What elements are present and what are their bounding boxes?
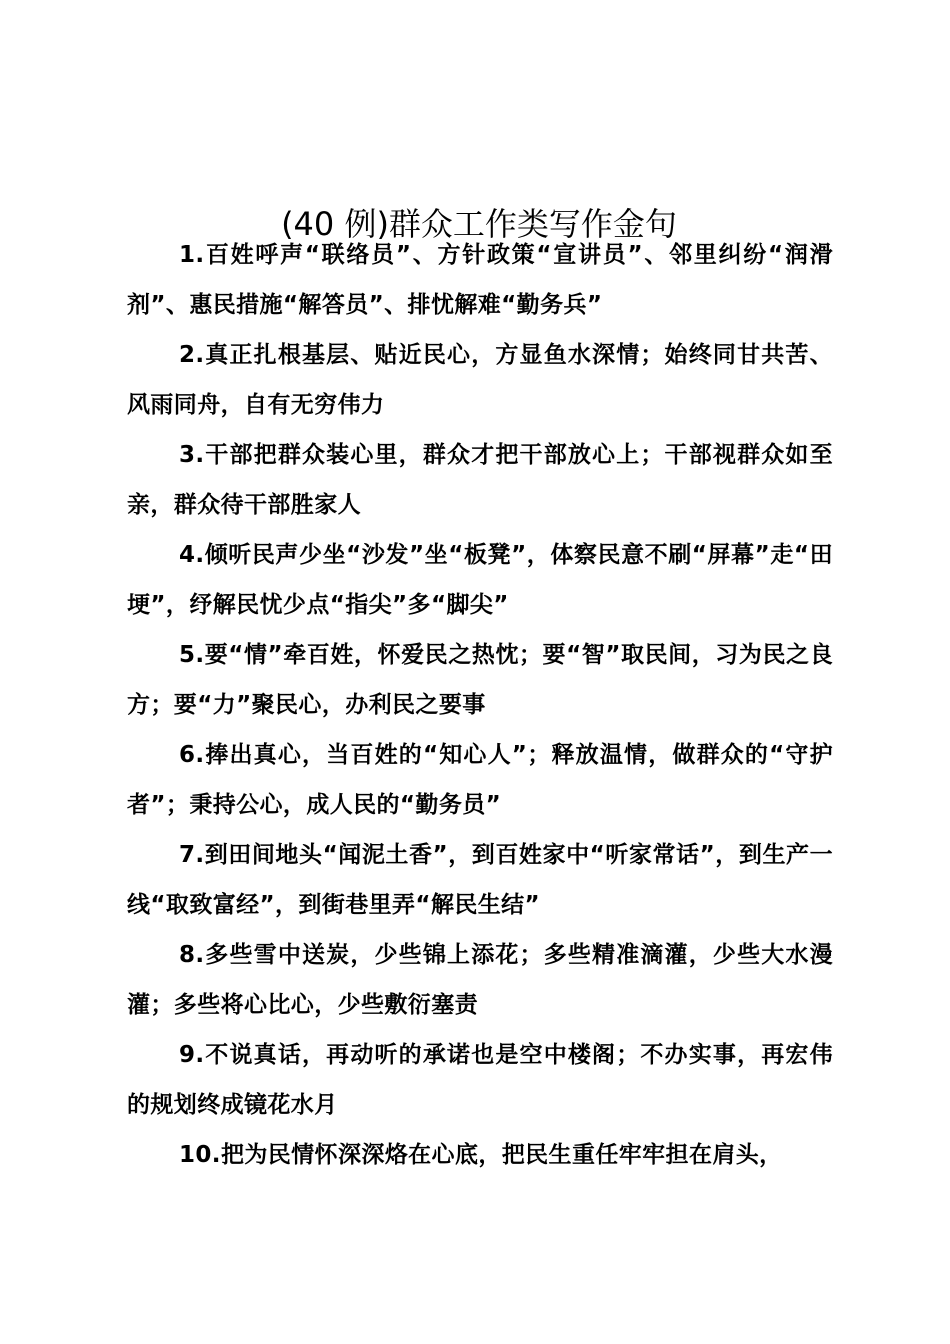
document-body — [127, 230, 833, 1180]
paragraph-8: 8.多些雪中送炭，少些锦上添花；多些精准滴灌，少些大水漫灌；多些将心比心，少些敷衍塞责 — [127, 942, 833, 1018]
paragraph-5: 5.要“情”牵百姓，怀爱民之热忱；要“智”取民间，习为民之良方；要“力”聚民心，办利民之要事 — [127, 642, 833, 718]
paragraph-2: 2.真正扎根基层、贴近民心，方显鱼水深情；始终同甘共苦、风雨同舟，自有无穷伟力 — [127, 342, 833, 418]
document-title: (40 例)群众工作类写作金句 — [281, 205, 677, 244]
paragraph-7: 7.到田间地头“闻泥土香”，到百姓家中“听家常话”，到生产一线“取致富经”，到街巷里弄“解民生结” — [127, 842, 833, 918]
paragraph-3: 3.干部把群众装心里，群众才把干部放心上；干部视群众如至亲，群众待干部胜家人 — [127, 442, 833, 518]
paragraph-1: 1.百姓呼声“联络员”、方针政策“宣讲员”、邻里纠纷“润滑剂”、惠民措施“解答员”、排忧解难“勤务兵” — [127, 242, 833, 318]
paragraph-9: 9.不说真话，再动听的承诺也是空中楼阁；不办实事，再宏伟的规划终成镜花水月 — [127, 1042, 833, 1118]
paragraph-10: 10.把为民情怀深深烙在心底，把民生重任牢牢担在肩头， — [179, 1142, 783, 1168]
paragraph-6: 6.捧出真心，当百姓的“知心人”；释放温情，做群众的“守护者”；秉持公心，成人民的“勤务员” — [127, 742, 833, 818]
paragraph-4: 4.倾听民声少坐“沙发”坐“板凳”，体察民意不刷“屏幕”走“田埂”，纾解民忧少点“指尖”多“脚尖” — [127, 542, 833, 618]
